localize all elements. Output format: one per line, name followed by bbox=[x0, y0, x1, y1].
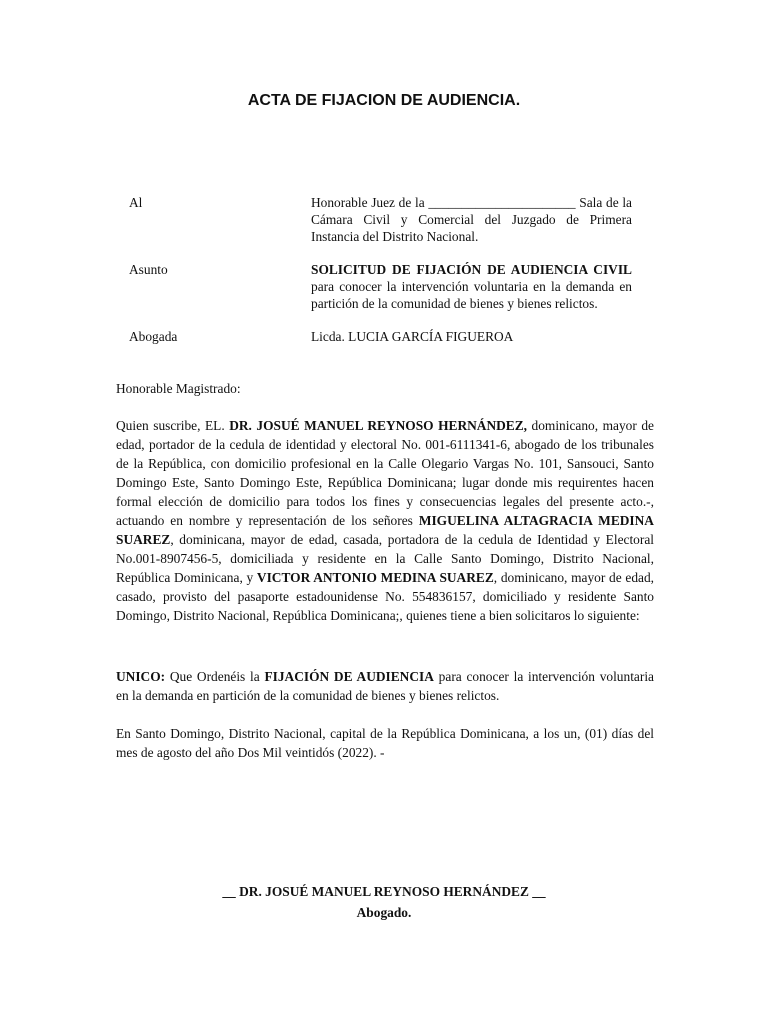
signature-role: Abogado. bbox=[356, 905, 412, 920]
p1-c: dominicano, mayor de edad, portador de la cedula de identidad y electoral No. 001-6111341-6, abogado de los tribunales de la República, con domicilio profesional en la Calle Olegario Vargas No. 101, Sansouci, Santo Domingo Este, Santo Domingo Este, República Dominicana; lugar donde mis requirentes hacen formal elección de domicilio para todos los fines y consecuencias legales del presente acto.-, actuando en nombre y representación de los señores bbox=[116, 418, 654, 528]
al-value: Honorable Juez de la ______________________ Sala de la Cámara Civil y Comercial del Juzgado de Primera Instancia del Distrito Nacional. bbox=[311, 195, 632, 244]
p2-b: Que Ordenéis la bbox=[165, 669, 265, 684]
asunto-value bbox=[311, 261, 632, 312]
p2-c: FIJACIÓN DE AUDIENCIA bbox=[264, 669, 434, 684]
p2-a: UNICO: bbox=[116, 669, 166, 684]
abogada-label: Abogada bbox=[129, 329, 178, 344]
al-label: Al bbox=[129, 195, 143, 210]
asunto-rest: para conocer la intervención voluntaria en la demanda en partición de la comunidad de bienes y bienes relictos. bbox=[311, 279, 632, 311]
body-paragraph-3: En Santo Domingo, Distrito Nacional, capital de la República Dominicana, a los un, (01) días del mes de agosto del año Dos Mil veintidós (2022). - bbox=[116, 726, 654, 760]
body-paragraph-2 bbox=[116, 667, 654, 705]
p1-e: , dominicana, mayor de edad, casada, portadora de la cedula de Identidad y Electoral No.001-8907456-5, domiciliada y residente en la Calle Santo Domingo, Distrito Nacional, República Dominicana, y bbox=[116, 532, 654, 585]
asunto-label: Asunto bbox=[129, 262, 168, 277]
p2-d: para conocer la intervención voluntaria en la demanda en partición de la comunidad de bienes y bienes relictos. bbox=[116, 669, 654, 703]
document-title: ACTA DE FIJACION DE AUDIENCIA. bbox=[247, 92, 521, 109]
p1-b: DR. JOSUÉ MANUEL REYNOSO HERNÁNDEZ, bbox=[229, 418, 528, 433]
p1-g: , dominicano, mayor de edad, casado, provisto del pasaporte estadounidense No. 554836157, domiciliado y residente Santo Domingo, Distrito Nacional, República Dominicana;, quienes tiene a bien solicitaros lo siguiente: bbox=[116, 570, 655, 623]
signature-name: __ DR. JOSUÉ MANUEL REYNOSO HERNÁNDEZ __ bbox=[222, 884, 546, 899]
body-paragraph-1 bbox=[116, 416, 654, 625]
asunto-bold: SOLICITUD DE FIJACIÓN DE AUDIENCIA CIVIL bbox=[311, 262, 632, 277]
p1-d: MIGUELINA ALTAGRACIA MEDINA SUAREZ bbox=[116, 513, 654, 547]
p1-a: Quien suscribe, EL. bbox=[116, 418, 230, 433]
salutation: Honorable Magistrado: bbox=[116, 381, 241, 396]
p1-f: VICTOR ANTONIO MEDINA SUAREZ bbox=[256, 570, 494, 585]
abogada-value: Licda. LUCIA GARCÍA FIGUEROA bbox=[311, 329, 514, 344]
